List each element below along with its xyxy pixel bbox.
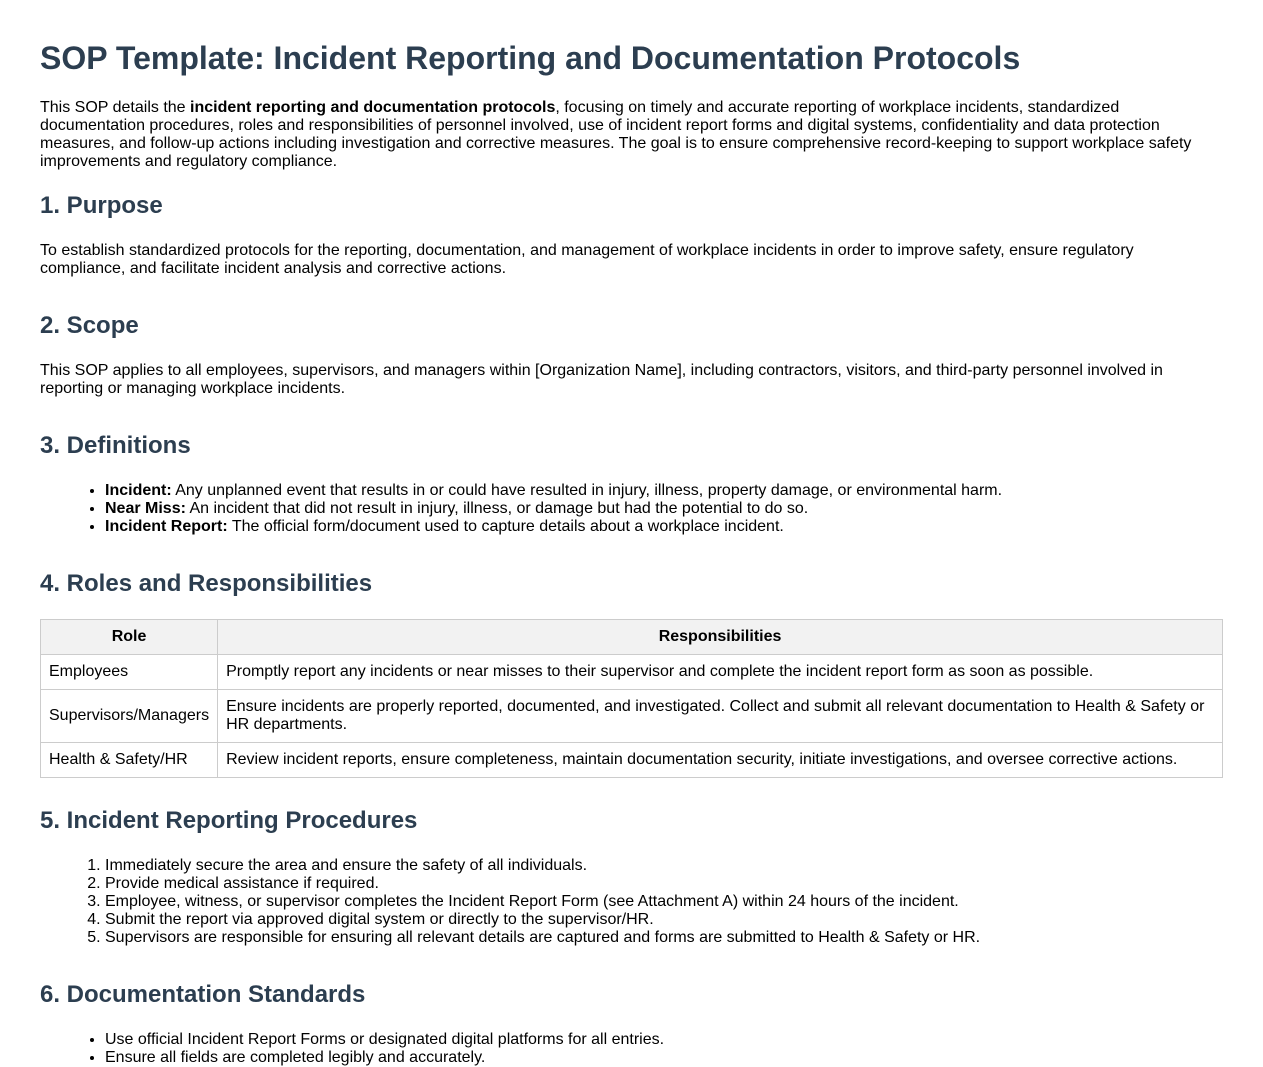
section-heading-roles: 4. Roles and Responsibilities xyxy=(40,570,373,597)
scope-text: This SOP applies to all employees, supervisors, and managers within [Organization Name], including contractors, visitors, and third-party personnel involved in reporting or managing workplace incidents. xyxy=(40,362,1163,397)
definition-text: An incident that did not result in injury, illness, or damage but had the potential to do so. xyxy=(185,500,809,517)
section-heading-purpose: 1. Purpose xyxy=(40,192,163,219)
table-row xyxy=(41,690,1223,743)
procedure-step: 5. Supervisors are responsible for ensuring all relevant details are captured and forms are submitted to Health & Safety or HR. xyxy=(105,929,1223,947)
table-row xyxy=(41,655,1223,690)
responsibility-cell: Promptly report any incidents or near misses to their supervisor and complete the incident report form as soon as possible. xyxy=(218,655,1223,690)
definitions-list xyxy=(40,482,1223,536)
definition-text: The official form/document used to capture details about a workplace incident. xyxy=(227,518,784,535)
column-header-responsibilities: Responsibilities xyxy=(218,620,1223,655)
section-heading-documentation: 6. Documentation Standards xyxy=(40,981,366,1008)
procedures-list xyxy=(40,857,1223,947)
purpose-text: To establish standardized protocols for the reporting, documentation, and management of workplace incidents in order to improve safety, ensure regulatory compliance, and facilitate incident analysis and corrective actions. xyxy=(40,242,1134,277)
intro-emphasis: incident reporting and documentation protocols xyxy=(190,99,556,116)
definition-term: Incident: xyxy=(105,482,172,499)
intro-text-end: , focusing on timely and accurate reporting of workplace incidents, standardized documentation procedures, roles and responsibilities of personnel involved, use of incident report forms and digital systems, confidentiality and data protection measures, and follow-up actions including investigation and corrective measures. The goal is to ensure comprehensive record-keeping to support workplace safety improvements and regulatory compliance. xyxy=(40,99,1192,170)
documentation-list xyxy=(40,1031,1223,1067)
roles-table xyxy=(40,619,1223,778)
definition-item xyxy=(105,482,1223,500)
documentation-item: • Ensure all fields are completed legibly and accurately. xyxy=(105,1049,1223,1067)
definition-term: Near Miss: xyxy=(105,500,186,517)
section-heading-scope: 2. Scope xyxy=(40,312,139,339)
section-heading-definitions: 3. Definitions xyxy=(40,432,191,459)
table-header-row xyxy=(41,620,1223,655)
section-heading-procedures: 5. Incident Reporting Procedures xyxy=(40,807,418,834)
role-cell: Health & Safety/HR xyxy=(41,743,218,778)
page-title: SOP Template: Incident Reporting and Documentation Protocols xyxy=(40,40,1021,76)
procedure-step: 3. Employee, witness, or supervisor completes the Incident Report Form (see Attachment A) within 24 hours of the incident. xyxy=(105,893,1223,911)
role-cell: Employees xyxy=(41,655,218,690)
procedure-step: 4. Submit the report via approved digital system or directly to the supervisor/HR. xyxy=(105,911,1223,929)
documentation-item: • Use official Incident Report Forms or designated digital platforms for all entries. xyxy=(105,1031,1223,1049)
definition-item xyxy=(105,500,1223,518)
responsibility-cell: Review incident reports, ensure completeness, maintain documentation security, initiate investigations, and oversee corrective actions. xyxy=(218,743,1223,778)
definition-item xyxy=(105,518,1223,536)
procedure-step: 2. Provide medical assistance if required. xyxy=(105,875,1223,893)
table-row xyxy=(41,743,1223,778)
responsibility-cell: Ensure incidents are properly reported, documented, and investigated. Collect and submit all relevant documentation to Health & Safety or HR departments. xyxy=(218,690,1223,743)
intro-text-start: This SOP details the xyxy=(40,99,190,116)
intro-paragraph xyxy=(40,99,1223,171)
definition-term: Incident Report: xyxy=(105,518,228,535)
definition-text: Any unplanned event that results in or could have resulted in injury, illness, property damage, or environmental harm. xyxy=(171,482,1003,499)
procedure-step: 1. Immediately secure the area and ensure the safety of all individuals. xyxy=(105,857,1223,875)
column-header-role: Role xyxy=(41,620,218,655)
role-cell: Supervisors/Managers xyxy=(41,690,218,743)
